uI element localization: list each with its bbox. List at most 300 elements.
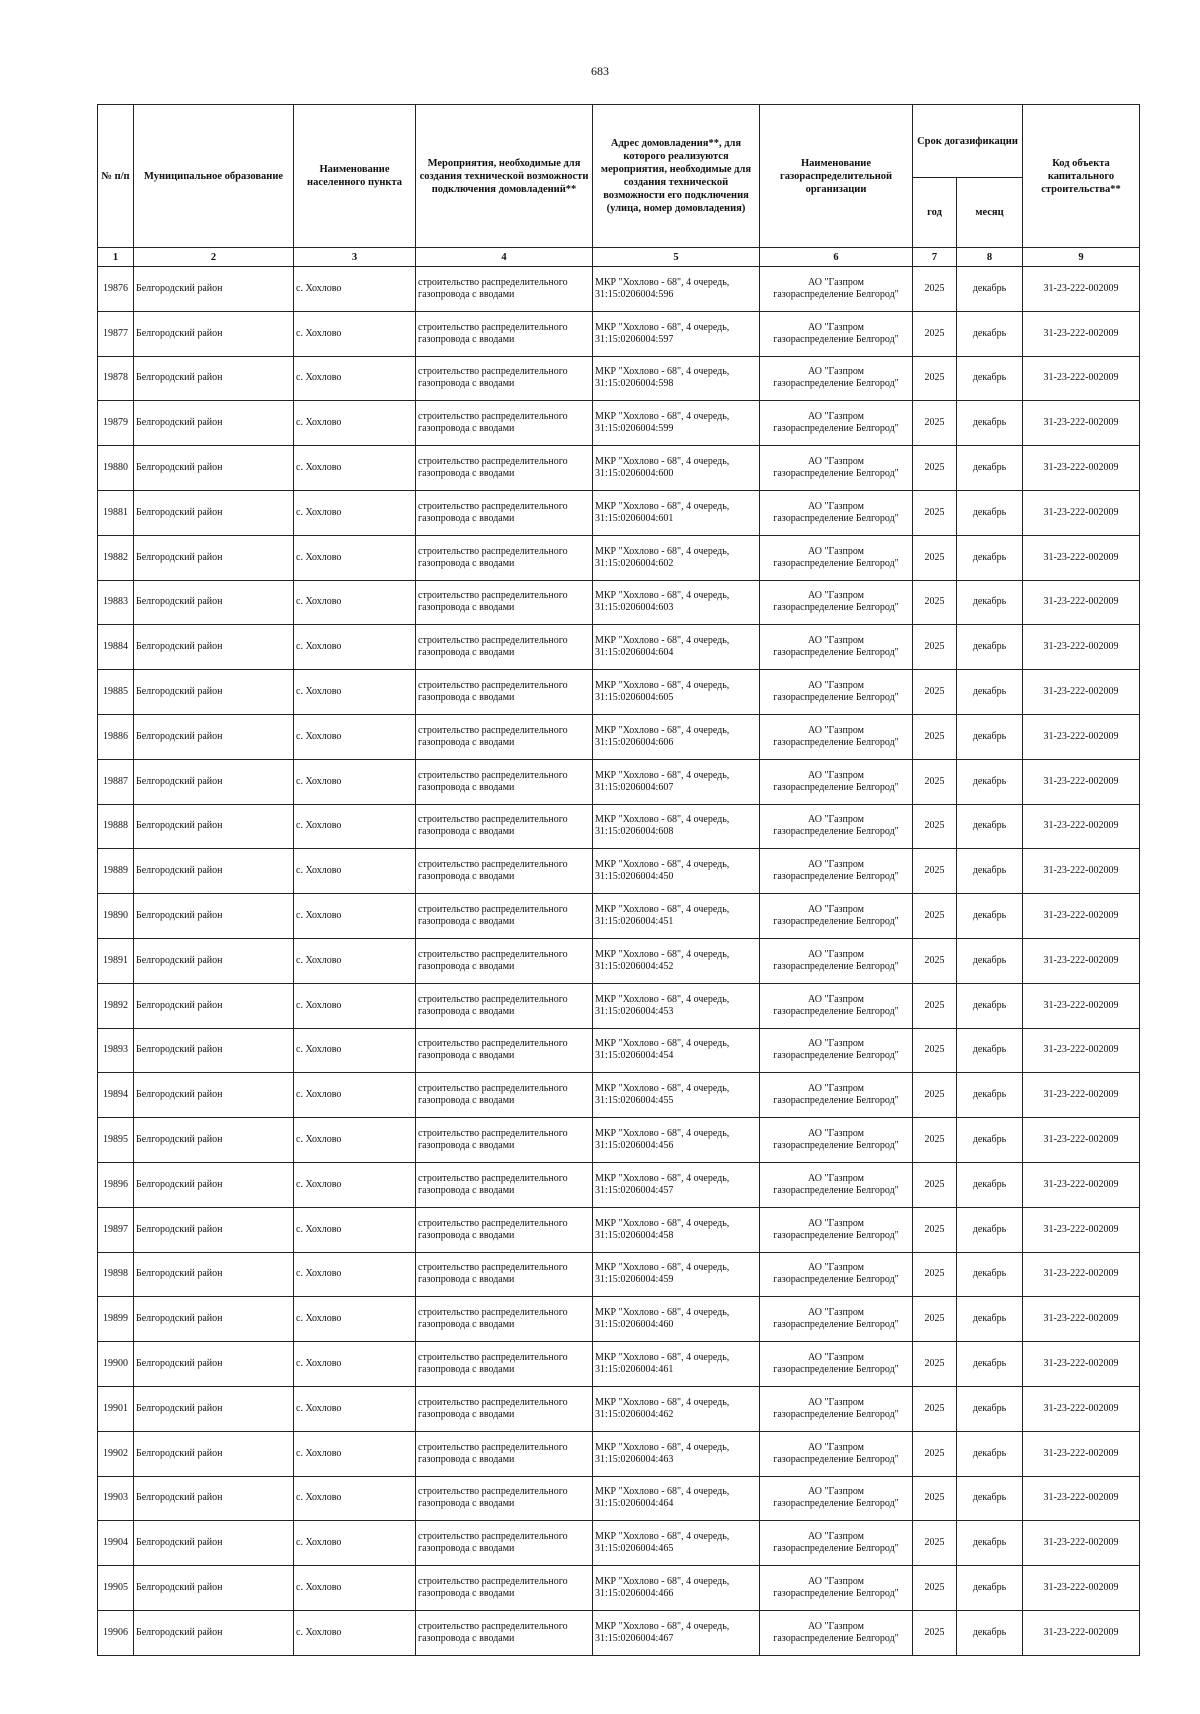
cell-address-line-2: 31:15:0206004:598 (595, 378, 674, 390)
cell-month: декабрь (957, 401, 1023, 446)
cell-address (593, 1386, 760, 1431)
cell-month: декабрь (957, 535, 1023, 580)
cell-month: декабрь (957, 1118, 1023, 1163)
cell-address-line-1: МКР "Хохлово - 68", 4 очередь, (595, 993, 730, 1005)
cell-organization (760, 1073, 913, 1118)
cell-measure (416, 1521, 593, 1566)
table-row (98, 849, 1140, 894)
cell-address (593, 759, 760, 804)
cell-settlement: с. Хохлово (294, 759, 416, 804)
cell-month: декабрь (957, 670, 1023, 715)
cell-organization-line-2: газораспределение Белгород" (773, 1588, 899, 1599)
cell-year: 2025 (913, 938, 957, 983)
cell-address (593, 714, 760, 759)
table-row (98, 401, 1140, 446)
cell-measure-line-2: газопровода с вводами (418, 288, 515, 300)
cell-object-code: 31-23-222-002009 (1023, 983, 1140, 1028)
cell-address-line-2: 31:15:0206004:600 (595, 468, 674, 480)
cell-settlement: с. Хохлово (294, 311, 416, 356)
cell-municipality: Белгородский район (134, 267, 294, 312)
cell-measure-line-2: газопровода с вводами (418, 1184, 515, 1196)
cell-measure (416, 267, 593, 312)
cell-measure-line-1: строительство распределительного (418, 1352, 568, 1364)
cell-month: декабрь (957, 490, 1023, 535)
cell-organization-line-1: АО "Газпром (808, 1352, 864, 1364)
column-number: 6 (760, 248, 913, 267)
cell-no: 19894 (98, 1073, 134, 1118)
cell-measure-line-1: строительство распределительного (418, 680, 568, 692)
cell-month: декабрь (957, 1431, 1023, 1476)
cell-object-code: 31-23-222-002009 (1023, 849, 1140, 894)
cell-settlement: с. Хохлово (294, 1073, 416, 1118)
cell-address (593, 580, 760, 625)
cell-measure-line-2: газопровода с вводами (418, 333, 515, 345)
cell-address (593, 311, 760, 356)
cell-measure-line-1: строительство распределительного (418, 1486, 568, 1498)
cell-organization-line-1: АО "Газпром (808, 1172, 864, 1184)
cell-address-line-1: МКР "Хохлово - 68", 4 очередь, (595, 859, 730, 871)
cell-municipality: Белгородский район (134, 1073, 294, 1118)
cell-address-line-2: 31:15:0206004:461 (595, 1364, 674, 1376)
cell-year: 2025 (913, 983, 957, 1028)
cell-year: 2025 (913, 535, 957, 580)
cell-organization-line-2: газораспределение Белгород" (773, 423, 899, 435)
cell-year: 2025 (913, 1252, 957, 1297)
gasification-table (97, 104, 1140, 1656)
cell-settlement: с. Хохлово (294, 1118, 416, 1163)
cell-object-code: 31-23-222-002009 (1023, 1118, 1140, 1163)
cell-measure-line-1: строительство распределительного (418, 590, 568, 602)
cell-settlement: с. Хохлово (294, 1252, 416, 1297)
header-organization: Наименование газораспределительной организации (760, 105, 913, 248)
cell-settlement: с. Хохлово (294, 490, 416, 535)
cell-organization-line-2: газораспределение Белгород" (773, 1498, 899, 1510)
cell-organization-line-2: газораспределение Белгород" (773, 1050, 899, 1062)
cell-object-code: 31-23-222-002009 (1023, 938, 1140, 983)
cell-measure (416, 625, 593, 670)
cell-measure-line-1: строительство распределительного (418, 1531, 568, 1543)
cell-object-code: 31-23-222-002009 (1023, 267, 1140, 312)
cell-address (593, 1610, 760, 1655)
cell-measure-line-2: газопровода с вводами (418, 1408, 515, 1420)
cell-year: 2025 (913, 1476, 957, 1521)
cell-organization-line-2: газораспределение Белгород" (773, 602, 899, 614)
table-row (98, 1342, 1140, 1387)
cell-no: 19879 (98, 401, 134, 446)
cell-no: 19877 (98, 311, 134, 356)
cell-organization-line-1: АО "Газпром (808, 993, 864, 1005)
cell-organization-line-1: АО "Газпром (808, 1307, 864, 1319)
cell-organization-line-1: АО "Газпром (808, 1441, 864, 1453)
table-row (98, 1118, 1140, 1163)
cell-no: 19887 (98, 759, 134, 804)
cell-settlement: с. Хохлово (294, 1297, 416, 1342)
cell-no: 19903 (98, 1476, 134, 1521)
cell-address-line-2: 31:15:0206004:467 (595, 1632, 674, 1644)
cell-measure (416, 1207, 593, 1252)
cell-organization (760, 1252, 913, 1297)
table-row (98, 1073, 1140, 1118)
cell-municipality: Белгородский район (134, 714, 294, 759)
cell-address-line-1: МКР "Хохлово - 68", 4 очередь, (595, 1262, 730, 1274)
cell-no: 19883 (98, 580, 134, 625)
cell-month: декабрь (957, 580, 1023, 625)
cell-organization (760, 1297, 913, 1342)
cell-municipality: Белгородский район (134, 938, 294, 983)
cell-month: декабрь (957, 1028, 1023, 1073)
cell-measure-line-2: газопровода с вводами (418, 1050, 515, 1062)
cell-no: 19881 (98, 490, 134, 535)
cell-settlement: с. Хохлово (294, 1028, 416, 1073)
cell-municipality: Белгородский район (134, 580, 294, 625)
cell-object-code: 31-23-222-002009 (1023, 535, 1140, 580)
cell-no: 19878 (98, 356, 134, 401)
cell-organization-line-1: АО "Газпром (808, 724, 864, 736)
cell-year: 2025 (913, 1207, 957, 1252)
cell-measure-line-2: газопровода с вводами (418, 1274, 515, 1286)
table-header (98, 105, 1140, 267)
cell-organization-line-2: газораспределение Белгород" (773, 468, 899, 480)
column-number: 7 (913, 248, 957, 267)
cell-address-line-1: МКР "Хохлово - 68", 4 очередь, (595, 635, 730, 647)
cell-measure-line-2: газопровода с вводами (418, 781, 515, 793)
cell-month: декабрь (957, 1207, 1023, 1252)
cell-year: 2025 (913, 1431, 957, 1476)
cell-month: декабрь (957, 1610, 1023, 1655)
cell-municipality: Белгородский район (134, 1297, 294, 1342)
table-row (98, 356, 1140, 401)
table-row (98, 938, 1140, 983)
cell-object-code: 31-23-222-002009 (1023, 759, 1140, 804)
cell-organization (760, 267, 913, 312)
cell-month: декабрь (957, 1476, 1023, 1521)
cell-organization-line-1: АО "Газпром (808, 1083, 864, 1095)
cell-address-line-1: МКР "Хохлово - 68", 4 очередь, (595, 1038, 730, 1050)
cell-month: декабрь (957, 625, 1023, 670)
table-body (98, 267, 1140, 1656)
cell-object-code: 31-23-222-002009 (1023, 1566, 1140, 1611)
cell-no: 19900 (98, 1342, 134, 1387)
cell-measure-line-1: строительство распределительного (418, 635, 568, 647)
cell-measure-line-2: газопровода с вводами (418, 826, 515, 838)
cell-address-line-2: 31:15:0206004:463 (595, 1453, 674, 1465)
cell-no: 19889 (98, 849, 134, 894)
cell-organization-line-1: АО "Газпром (808, 769, 864, 781)
cell-object-code: 31-23-222-002009 (1023, 490, 1140, 535)
table-row (98, 759, 1140, 804)
table-row (98, 535, 1140, 580)
cell-organization (760, 535, 913, 580)
cell-measure-line-2: газопровода с вводами (418, 1319, 515, 1331)
table-row (98, 490, 1140, 535)
cell-measure-line-1: строительство распределительного (418, 366, 568, 378)
cell-measure-line-1: строительство распределительного (418, 904, 568, 916)
cell-organization (760, 401, 913, 446)
cell-address-line-1: МКР "Хохлово - 68", 4 очередь, (595, 276, 730, 288)
cell-settlement: с. Хохлово (294, 804, 416, 849)
cell-organization (760, 849, 913, 894)
cell-address (593, 849, 760, 894)
cell-object-code: 31-23-222-002009 (1023, 1342, 1140, 1387)
cell-month: декабрь (957, 804, 1023, 849)
cell-measure-line-2: газопровода с вводами (418, 736, 515, 748)
cell-address-line-1: МКР "Хохлово - 68", 4 очередь, (595, 1531, 730, 1543)
cell-organization-line-2: газораспределение Белгород" (773, 781, 899, 793)
column-number: 9 (1023, 248, 1140, 267)
cell-address-line-1: МКР "Хохлово - 68", 4 очередь, (595, 1576, 730, 1587)
header-term: Срок догазификации (913, 105, 1023, 178)
cell-object-code: 31-23-222-002009 (1023, 714, 1140, 759)
cell-municipality: Белгородский район (134, 401, 294, 446)
cell-address (593, 1476, 760, 1521)
header-year: год (913, 178, 957, 248)
cell-address-line-2: 31:15:0206004:456 (595, 1140, 674, 1152)
cell-measure (416, 1073, 593, 1118)
cell-organization (760, 670, 913, 715)
cell-measure (416, 1386, 593, 1431)
cell-address-line-1: МКР "Хохлово - 68", 4 очередь, (595, 545, 730, 557)
cell-year: 2025 (913, 1610, 957, 1655)
cell-settlement: с. Хохлово (294, 1431, 416, 1476)
cell-object-code: 31-23-222-002009 (1023, 1073, 1140, 1118)
cell-settlement: с. Хохлово (294, 580, 416, 625)
cell-organization (760, 490, 913, 535)
cell-organization (760, 1118, 913, 1163)
page-number: 683 (591, 64, 609, 78)
cell-address-line-1: МКР "Хохлово - 68", 4 очередь, (595, 411, 730, 423)
cell-address-line-1: МКР "Хохлово - 68", 4 очередь, (595, 1128, 730, 1140)
cell-address (593, 983, 760, 1028)
cell-measure-line-2: газопровода с вводами (418, 916, 515, 928)
cell-year: 2025 (913, 1118, 957, 1163)
cell-measure-line-1: строительство распределительного (418, 724, 568, 736)
cell-measure-line-1: строительство распределительного (418, 859, 568, 871)
table-row (98, 1297, 1140, 1342)
table-row (98, 1610, 1140, 1655)
cell-organization-line-1: АО "Газпром (808, 366, 864, 378)
cell-year: 2025 (913, 894, 957, 939)
cell-measure (416, 446, 593, 491)
cell-organization-line-2: газораспределение Белгород" (773, 1140, 899, 1152)
cell-municipality: Белгородский район (134, 759, 294, 804)
cell-measure-line-1: строительство распределительного (418, 814, 568, 826)
cell-year: 2025 (913, 1521, 957, 1566)
cell-municipality: Белгородский район (134, 1566, 294, 1611)
cell-measure-line-2: газопровода с вводами (418, 960, 515, 972)
cell-month: декабрь (957, 983, 1023, 1028)
cell-measure-line-1: строительство распределительного (418, 411, 568, 423)
cell-object-code: 31-23-222-002009 (1023, 401, 1140, 446)
cell-address-line-2: 31:15:0206004:457 (595, 1184, 674, 1196)
cell-measure-line-2: газопровода с вводами (418, 378, 515, 390)
cell-organization-line-1: АО "Газпром (808, 1486, 864, 1498)
cell-measure (416, 1566, 593, 1611)
cell-organization-line-2: газораспределение Белгород" (773, 1632, 899, 1644)
cell-measure-line-2: газопровода с вводами (418, 602, 515, 614)
cell-address-line-1: МКР "Хохлово - 68", 4 очередь, (595, 680, 730, 692)
cell-address-line-1: МКР "Хохлово - 68", 4 очередь, (595, 1620, 730, 1632)
cell-month: декабрь (957, 714, 1023, 759)
cell-settlement: с. Хохлово (294, 1207, 416, 1252)
cell-municipality: Белгородский район (134, 490, 294, 535)
cell-address (593, 938, 760, 983)
cell-organization-line-2: газораспределение Белгород" (773, 647, 899, 659)
cell-organization-line-2: газораспределение Белгород" (773, 871, 899, 883)
table-row (98, 1476, 1140, 1521)
cell-measure (416, 849, 593, 894)
cell-measure (416, 983, 593, 1028)
cell-organization-line-1: АО "Газпром (808, 904, 864, 916)
cell-no: 19888 (98, 804, 134, 849)
cell-organization-line-2: газораспределение Белгород" (773, 378, 899, 390)
column-number: 5 (593, 248, 760, 267)
cell-organization (760, 894, 913, 939)
cell-municipality: Белгородский район (134, 356, 294, 401)
cell-organization (760, 938, 913, 983)
cell-address (593, 356, 760, 401)
cell-no: 19895 (98, 1118, 134, 1163)
cell-settlement: с. Хохлово (294, 1610, 416, 1655)
cell-year: 2025 (913, 670, 957, 715)
cell-measure-line-1: строительство распределительного (418, 321, 568, 333)
cell-object-code: 31-23-222-002009 (1023, 1476, 1140, 1521)
cell-address (593, 1028, 760, 1073)
cell-municipality: Белгородский район (134, 1431, 294, 1476)
cell-measure (416, 401, 593, 446)
cell-address (593, 894, 760, 939)
cell-no: 19897 (98, 1207, 134, 1252)
cell-object-code: 31-23-222-002009 (1023, 1207, 1140, 1252)
cell-address (593, 446, 760, 491)
cell-address-line-2: 31:15:0206004:458 (595, 1229, 674, 1241)
cell-object-code: 31-23-222-002009 (1023, 356, 1140, 401)
cell-organization-line-2: газораспределение Белгород" (773, 512, 899, 524)
cell-month: декабрь (957, 1386, 1023, 1431)
cell-address-line-2: 31:15:0206004:454 (595, 1050, 674, 1062)
cell-measure (416, 1476, 593, 1521)
cell-organization (760, 1610, 913, 1655)
cell-measure (416, 759, 593, 804)
cell-organization-line-2: газораспределение Белгород" (773, 736, 899, 748)
cell-measure-line-1: строительство распределительного (418, 1576, 568, 1587)
header-no: № п/п (98, 105, 134, 248)
cell-no: 19893 (98, 1028, 134, 1073)
cell-no: 19902 (98, 1431, 134, 1476)
cell-year: 2025 (913, 1342, 957, 1387)
cell-address (593, 267, 760, 312)
cell-measure (416, 1252, 593, 1297)
cell-address-line-2: 31:15:0206004:597 (595, 333, 674, 345)
cell-address-line-2: 31:15:0206004:450 (595, 871, 674, 883)
cell-organization-line-2: газораспределение Белгород" (773, 826, 899, 838)
cell-object-code: 31-23-222-002009 (1023, 446, 1140, 491)
cell-no: 19905 (98, 1566, 134, 1611)
cell-municipality: Белгородский район (134, 1476, 294, 1521)
cell-address-line-2: 31:15:0206004:459 (595, 1274, 674, 1286)
cell-object-code: 31-23-222-002009 (1023, 1610, 1140, 1655)
table-row (98, 580, 1140, 625)
cell-month: декабрь (957, 1297, 1023, 1342)
cell-address (593, 625, 760, 670)
cell-measure-line-2: газопровода с вводами (418, 423, 515, 435)
cell-organization (760, 714, 913, 759)
cell-measure-line-1: строительство распределительного (418, 769, 568, 781)
cell-measure-line-1: строительство распределительного (418, 276, 568, 288)
cell-measure-line-2: газопровода с вводами (418, 1229, 515, 1241)
table-row (98, 894, 1140, 939)
cell-address-line-1: МКР "Хохлово - 68", 4 очередь, (595, 769, 730, 781)
cell-object-code: 31-23-222-002009 (1023, 1028, 1140, 1073)
cell-measure (416, 535, 593, 580)
cell-organization-line-1: АО "Газпром (808, 1217, 864, 1229)
cell-no: 19901 (98, 1386, 134, 1431)
cell-organization-line-1: АО "Газпром (808, 456, 864, 468)
cell-measure-line-1: строительство распределительного (418, 1396, 568, 1408)
cell-organization-line-1: АО "Газпром (808, 1262, 864, 1274)
cell-settlement: с. Хохлово (294, 1386, 416, 1431)
cell-measure (416, 1297, 593, 1342)
cell-organization-line-1: АО "Газпром (808, 948, 864, 960)
cell-measure-line-1: строительство распределительного (418, 545, 568, 557)
table-row (98, 670, 1140, 715)
cell-measure-line-1: строительство распределительного (418, 1307, 568, 1319)
cell-municipality: Белгородский район (134, 535, 294, 580)
cell-organization-line-1: АО "Газпром (808, 859, 864, 871)
cell-object-code: 31-23-222-002009 (1023, 1162, 1140, 1207)
cell-no: 19882 (98, 535, 134, 580)
cell-organization (760, 446, 913, 491)
cell-address-line-2: 31:15:0206004:466 (595, 1588, 674, 1599)
cell-address-line-1: МКР "Хохлово - 68", 4 очередь, (595, 366, 730, 378)
cell-year: 2025 (913, 625, 957, 670)
cell-measure-line-2: газопровода с вводами (418, 1005, 515, 1017)
cell-address-line-2: 31:15:0206004:455 (595, 1095, 674, 1107)
table-row (98, 1252, 1140, 1297)
cell-year: 2025 (913, 356, 957, 401)
cell-address (593, 1118, 760, 1163)
cell-measure-line-2: газопровода с вводами (418, 871, 515, 883)
cell-measure-line-1: строительство распределительного (418, 1083, 568, 1095)
cell-address (593, 1521, 760, 1566)
cell-address-line-2: 31:15:0206004:603 (595, 602, 674, 614)
cell-address (593, 1162, 760, 1207)
cell-organization-line-2: газораспределение Белгород" (773, 1095, 899, 1107)
cell-no: 19885 (98, 670, 134, 715)
cell-month: декабрь (957, 1566, 1023, 1611)
cell-object-code: 31-23-222-002009 (1023, 625, 1140, 670)
cell-organization-line-1: АО "Газпром (808, 276, 864, 288)
cell-year: 2025 (913, 1566, 957, 1611)
cell-settlement: с. Хохлово (294, 1342, 416, 1387)
cell-month: декабрь (957, 938, 1023, 983)
cell-municipality: Белгородский район (134, 894, 294, 939)
cell-organization (760, 1162, 913, 1207)
table-row (98, 1207, 1140, 1252)
table-row (98, 1028, 1140, 1073)
table-row (98, 804, 1140, 849)
header-object-code: Код объекта капитального строительства** (1023, 105, 1140, 248)
cell-address-line-1: МКР "Хохлово - 68", 4 очередь, (595, 456, 730, 468)
cell-organization-line-1: АО "Газпром (808, 500, 864, 512)
cell-municipality: Белгородский район (134, 804, 294, 849)
cell-measure (416, 1342, 593, 1387)
cell-no: 19906 (98, 1610, 134, 1655)
cell-measure (416, 1118, 593, 1163)
cell-year: 2025 (913, 1297, 957, 1342)
cell-settlement: с. Хохлово (294, 983, 416, 1028)
cell-address-line-1: МКР "Хохлово - 68", 4 очередь, (595, 1172, 730, 1184)
column-number: 3 (294, 248, 416, 267)
